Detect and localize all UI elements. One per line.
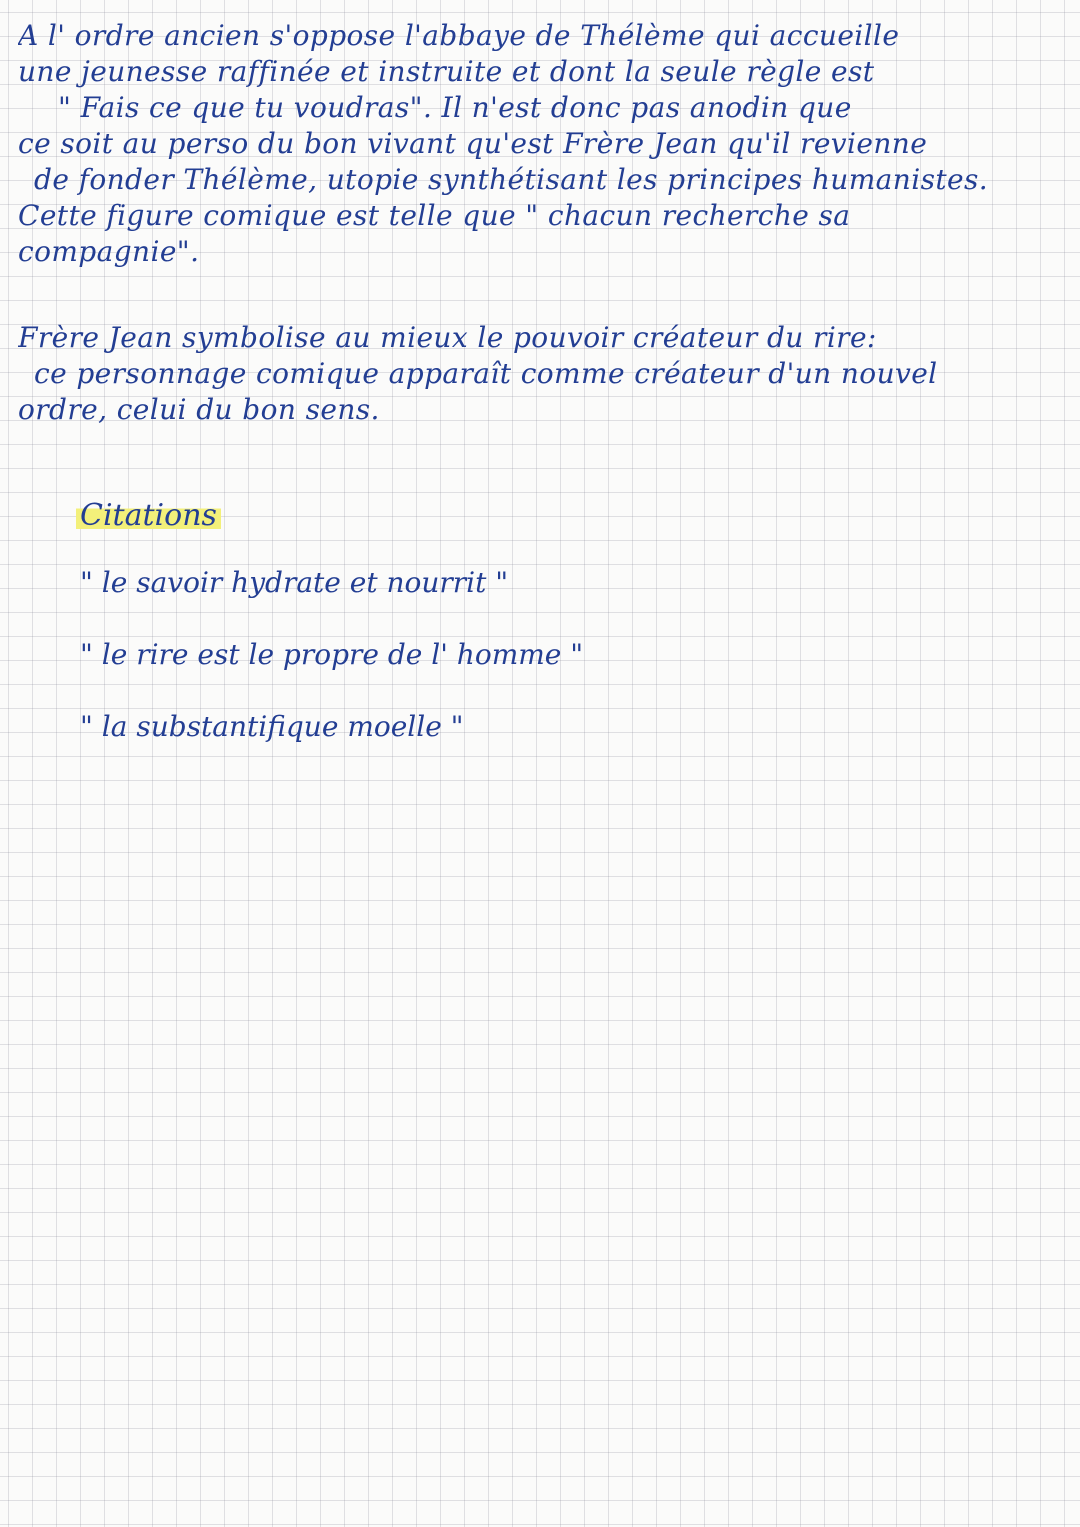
text-line: ce personnage comique apparaît comme créateur d'un nouvel xyxy=(34,357,938,390)
paragraph-frere-jean xyxy=(18,320,1068,428)
citations-heading: Citations xyxy=(76,498,221,533)
text-line: ce soit au perso du bon vivant qu'est Frère Jean qu'il revienne xyxy=(18,127,928,160)
paragraph-theleme xyxy=(18,18,1068,270)
text-line: une jeunesse raffinée et instruite et dont la seule règle est xyxy=(18,55,875,88)
text-line: ordre, celui du bon sens. xyxy=(18,393,380,426)
quote-item: " la substantifique moelle " xyxy=(80,710,464,743)
quote-item: " le rire est le propre de l' homme " xyxy=(80,638,584,671)
text-line: A l' ordre ancien s'oppose l'abbaye de Thélème qui accueille xyxy=(18,19,900,52)
text-line: " Fais ce que tu voudras". Il n'est donc pas anodin que xyxy=(58,91,852,124)
citations-list xyxy=(80,565,980,781)
text-line: de fonder Thélème, utopie synthétisant les principes humanistes. xyxy=(34,163,989,196)
text-line: compagnie". xyxy=(18,235,200,268)
text-line: Frère Jean symbolise au mieux le pouvoir créateur du rire: xyxy=(18,321,877,354)
quote-item: " le savoir hydrate et nourrit " xyxy=(80,566,509,599)
text-line: Cette figure comique est telle que " chacun recherche sa xyxy=(18,199,851,232)
